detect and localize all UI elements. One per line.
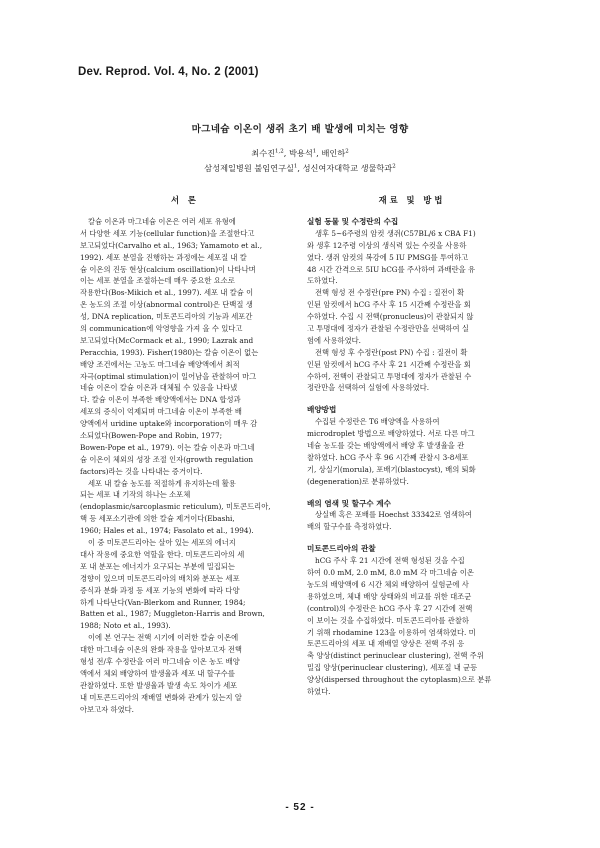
- text-line: 성, DNA replication, 미토콘드리아의 기능과 세포간: [80, 312, 253, 322]
- affiliation-sup: 1: [293, 163, 298, 170]
- text-line: 축 양상(distinct perinuclear clustering), 전핵 주위: [307, 651, 484, 661]
- text-line: 슘 이온의 진동 현상(calcium oscillation)이 나타나며: [80, 264, 256, 274]
- section-heading-introduction: 서 론: [171, 195, 199, 205]
- text-line: 세포 내 칼슘 농도를 적절하게 유지하는데 활용: [88, 478, 236, 488]
- text-line: 배의 할구수를 측정하였다.: [307, 522, 392, 532]
- journal-header: Dev. Reprod. Vol. 4, No. 2 (2001): [78, 66, 259, 78]
- text-line: 아보고자 하였다.: [80, 704, 134, 714]
- text-line: 용하였으며, 체내 배양 상태와의 비교를 위한 대조군: [307, 591, 472, 601]
- animals-paragraph-1: [307, 228, 517, 287]
- text-line: 1988; Noto et al., 1993).: [80, 621, 171, 631]
- text-line: 증식과 분화 과정 등 세포 기능의 변화에 따라 다양: [80, 585, 240, 595]
- text-line: 배양 조건에서는 고농도 마그네슘 배양액에서 최적: [80, 359, 240, 369]
- text-line: 형성 전/후 수정란을 여러 마그네슘 이온 농도 배양: [80, 656, 240, 666]
- animals-paragraph-2: [307, 287, 517, 346]
- text-line: 인된 암컷에서 hCG 주사 후 15 시간째 수정란을 회: [307, 300, 471, 310]
- mitochondria-paragraph: [307, 555, 517, 698]
- text-line: 정란만을 선택하여 실험에 사용하였다.: [307, 383, 430, 393]
- text-line: 칼슘 이온과 마그네슘 이온은 여러 세포 유형에: [88, 217, 236, 226]
- text-line: 기 위해 rhodamine 123을 이용하여 염색하였다. 미: [307, 627, 476, 637]
- text-line: 핵 등 세포소기관에 의한 칼슘 제거이다(Ebashi,: [80, 514, 235, 524]
- text-line: 였다. 생쥐 암컷의 복강에 5 IU PMSG를 투여하고: [307, 252, 469, 262]
- text-line: 이 보이는 것을 수집하였다. 미토콘드리아를 관찰하: [307, 615, 469, 625]
- subsection-culture: 배양방법: [307, 405, 337, 415]
- author-name: 박용석: [289, 148, 313, 158]
- intro-paragraph-4: [80, 632, 290, 715]
- left-column: [80, 194, 290, 715]
- text-line: 온 농도의 조절 이상(abnormal control)은 단백질 생: [80, 300, 253, 310]
- text-line: 험에 사용하였다.: [307, 335, 361, 345]
- affiliation: 성신여자대학교 생물학과: [302, 163, 393, 173]
- affiliation-line: 삼성제일병원 불임연구실$^1$, 성신여자대학교 생물학과$^2$: [204, 163, 396, 173]
- text-line: 토콘드리아의 세포 내 재배열 양상은 전핵 주위 응: [307, 639, 465, 649]
- text-line: 1992). 세포 분열을 진행하는 과정에는 세포질 내 칼: [80, 252, 247, 262]
- text-line: 밀집 양상(perinuclear clustering), 세포질 내 균등: [307, 663, 478, 673]
- text-line: (degeneration)로 분류하였다.: [307, 476, 409, 486]
- animals-paragraph-3: [307, 347, 517, 395]
- text-line: microdroplet 방법으로 배양하였다. 서로 다른 마그: [307, 429, 475, 439]
- affiliation-sup: 2: [392, 163, 396, 170]
- intro-paragraph-3: [80, 537, 290, 632]
- text-line: 하게 나타난다(Van-Blerkom and Runner, 1984;: [80, 597, 246, 607]
- text-line: 이에 본 연구는 전핵 시기에 이러한 칼슘 이온에: [88, 633, 239, 643]
- text-line: 이는 세포 분열을 조절하는데 매우 중요한 요소로: [80, 276, 235, 286]
- text-line: 와 생후 12주령 이상의 생식력 있는 수컷을 사용하: [307, 240, 467, 250]
- text-line: 관찰하였다. 또한 발생율과 발생 속도 차이가 세포: [80, 680, 238, 690]
- text-line: 상실배 혹은 포배를 Hoechst 33342로 염색하여: [315, 510, 472, 520]
- text-line: 수하여, 전핵이 관찰되고 투명대에 정자가 관찰된 수: [307, 371, 472, 381]
- text-line: 대사 작용에 중요한 역할을 한다. 미토콘드리아의 세: [80, 549, 245, 559]
- subsection-mitochondria: 미토콘드리아의 관찰: [307, 544, 376, 554]
- subsection-staining: 배의 염색 및 할구수 계수: [307, 498, 391, 508]
- text-line: 찰하였다. hCG 주사 후 96 시간째 관찰시 3-8세포: [307, 452, 469, 462]
- author-sup: 1,2: [275, 148, 284, 155]
- text-line: 내 미토콘드리아의 재배열 변화와 관계가 있는지 알: [80, 692, 242, 702]
- text-line: 자극(optimal stimulation)이 일어남을 관찰하여 마그: [80, 371, 257, 381]
- author-sup: 1: [312, 148, 317, 155]
- text-line: 세포의 증식이 억제되며 마그네슘 이온이 부족한 배: [80, 407, 242, 417]
- text-line: 액에서 체외 배양하여 발생율과 세포 내 할구수를: [80, 668, 235, 678]
- text-line: 전핵 형성 전 수정란(pre PN) 수집 : 질전이 확: [315, 288, 465, 298]
- text-line: 네슘 농도를 갖는 배양액에서 배양 후 발생율을 관: [307, 441, 465, 451]
- text-line: 도하였다.: [307, 276, 338, 286]
- text-line: 포 내 분포는 에너지가 요구되는 부분에 밀집되는: [80, 561, 235, 571]
- page-number: - 52 -: [285, 802, 315, 813]
- text-line: 기, 상실기(morula), 포배기(blastocyst), 배의 퇴화: [307, 464, 476, 474]
- text-line: 이 중 미토콘드리아는 살아 있는 세포의 에너지: [88, 538, 236, 548]
- affiliation: 삼성제일병원 불임연구실: [204, 163, 294, 173]
- text-line: 보고되었다(McCormack et al., 1990; Lazrak and: [80, 335, 254, 345]
- author-line: 최수진$^{1,2}$, 박용석$^1$, 배인하$^2$: [251, 148, 349, 158]
- text-line: 수하였다. 수집 시 전핵(pronucleus)이 관찰되지 않: [307, 312, 474, 322]
- text-line: (control)의 수정란은 hCG 주사 후 27 시간에 전핵: [307, 603, 473, 613]
- culture-paragraph: [307, 416, 517, 487]
- text-line: Peracchia, 1993). Fisher(1980)는 칼슘 이온이 없는: [80, 347, 259, 357]
- text-line: 하여 0.0 mM, 2.0 mM, 8.0 mM 각 마그네슘 이온: [307, 568, 474, 578]
- text-line: 소되었다(Bowen-Pope and Robin, 1977;: [80, 431, 223, 441]
- text-line: 농도의 배양액에 6 시간 체외 배양하여 실험군에 사: [307, 579, 469, 589]
- text-line: 서 다양한 세포 기능(cellular function)을 조절한다고: [80, 228, 255, 238]
- text-line: 네슘 이온이 칼슘 이온과 대체될 수 있음을 나타냈: [80, 383, 238, 393]
- text-line: 의 communication에 악영향을 가져 올 수 있다고: [80, 324, 243, 334]
- text-line: 48 시간 간격으로 5IU hCG를 주사하여 과배란을 유: [307, 264, 476, 274]
- subsection-animals: 실험 동물 및 수정란의 수집: [307, 217, 399, 226]
- text-line: 수집된 수정란은 T6 배양액을 사용하여: [315, 417, 440, 427]
- text-line: 생후 5~6주령의 암컷 생쥐(C57BL/6 x CBA F1): [315, 228, 476, 238]
- text-line: 되는 세포 내 기작의 하나는 소포체: [80, 490, 191, 500]
- author-sup: 2: [345, 148, 349, 155]
- text-line: 1960; Hales et al., 1974; Fasolato et al., 1994).: [80, 526, 254, 536]
- text-line: 양액에서 uridine uptake와 incorporation이 매우 감: [80, 419, 258, 429]
- intro-paragraph-2: [80, 478, 290, 537]
- text-line: 전핵 형성 후 수정란(post PN) 수집 : 질전이 확: [315, 347, 468, 357]
- section-heading-methods: 재료 및 방법: [378, 195, 446, 205]
- text-line: 대한 마그네슘 이온의 완화 작용을 알아보고자 전핵: [80, 645, 242, 655]
- text-line: hCG 주사 후 21 시간에 전핵 형성된 것을 수집: [315, 556, 465, 566]
- text-line: Batten et al., 1987; Muggleton-Harris and Brown,: [80, 609, 265, 619]
- text-line: factors)라는 것을 나타내는 증거이다.: [80, 466, 203, 476]
- text-line: 인된 암컷에서 hCG 주사 후 21 시간째 수정란을 회: [307, 359, 471, 369]
- text-line: Bowen-Pope et al., 1979). 이는 칼슘 이온과 마그네: [80, 442, 255, 452]
- text-line: 고 투명대에 정자가 관찰된 수정란만을 선택하여 실: [307, 324, 469, 334]
- text-line: 다. 칼슘 이온이 부족한 배양액에서는 DNA 합성과: [80, 395, 241, 405]
- intro-paragraph-1: [80, 216, 290, 478]
- staining-paragraph: [307, 509, 517, 533]
- article-title: 마그네슘 이온이 생쥐 초기 배 발생에 미치는 영향: [191, 124, 409, 135]
- text-line: (endoplasmic/sarcoplasmic reticulum), 미토콘드리아,: [80, 502, 271, 512]
- text-line: 작용한다(Bos-Mikich et al., 1997). 세포 내 칼슘 이: [80, 288, 254, 298]
- right-column: [307, 194, 517, 698]
- text-line: 경향이 있으며 미토콘드리아의 배치와 분포는 세포: [80, 573, 240, 583]
- text-line: 보고되었다(Carvalho et al., 1963; Yamamoto et al.,: [80, 240, 263, 250]
- author-name: 배인하: [321, 148, 346, 158]
- text-line: 하였다.: [307, 686, 331, 696]
- author-name: 최수진: [251, 148, 276, 158]
- text-line: 슘 이온이 체외의 성장 조절 인자(growth regulation: [80, 454, 254, 464]
- text-line: 양상(dispersed throughout the cytoplasm)으로 분류: [307, 675, 492, 685]
